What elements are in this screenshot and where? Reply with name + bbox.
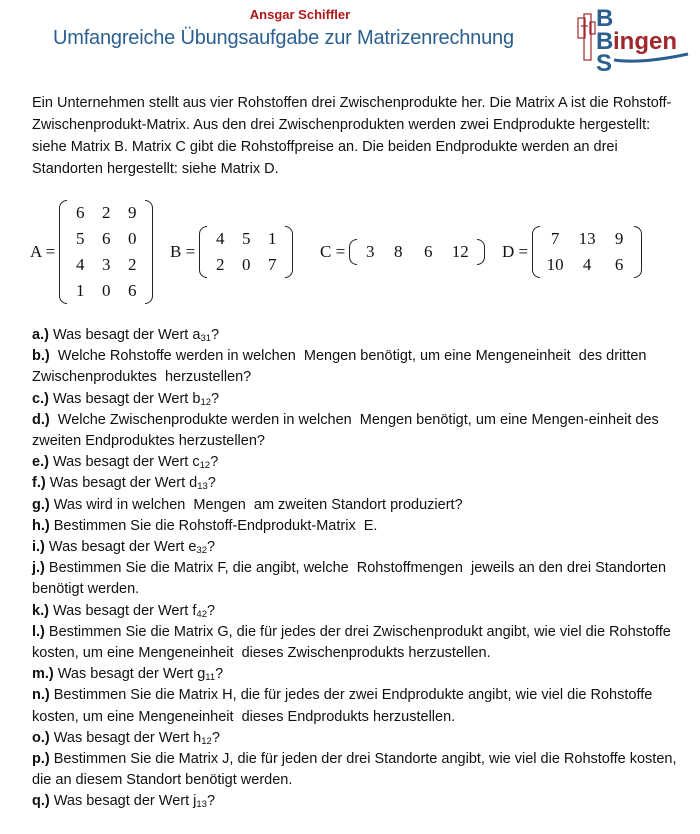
question-label: b.) xyxy=(32,348,50,365)
question-end: ? xyxy=(207,475,216,492)
question-label: k.) xyxy=(32,602,49,619)
question-item xyxy=(32,749,692,791)
question-text: Was besagt der Wert c xyxy=(48,454,200,471)
question-label: h.) xyxy=(32,517,50,534)
wave-icon xyxy=(614,54,688,61)
question-text: Was besagt der Wert f xyxy=(48,602,197,619)
matrix-label: C = xyxy=(320,242,346,261)
matrix-cell: 6 xyxy=(423,242,433,261)
question-label: e.) xyxy=(32,454,49,471)
question-subscript: 31 xyxy=(200,333,212,344)
matrix-cell: 4 xyxy=(582,255,592,274)
question-subscript: 12 xyxy=(200,396,212,408)
logo-letter-b1: B xyxy=(596,5,614,32)
question-text: Was besagt der Wert d xyxy=(45,475,198,492)
matrix-body xyxy=(532,226,642,278)
logo-bingen: B xyxy=(596,28,614,55)
matrix-cell: 0 xyxy=(127,229,137,248)
question-label: c.) xyxy=(32,390,49,407)
question-item xyxy=(32,325,692,346)
question-subscript: 13 xyxy=(197,481,208,493)
matrix-c xyxy=(320,196,485,308)
question-label: n.) xyxy=(32,687,50,704)
question-end: ? xyxy=(210,454,219,471)
question-item xyxy=(32,495,692,516)
matrix-cell: 12 xyxy=(451,242,469,261)
question-list xyxy=(32,325,692,813)
matrix-cell: 7 xyxy=(267,255,277,274)
matrix-cell: 7 xyxy=(550,229,560,248)
question-text: Welche Zwischenprodukte werden in welchen Mengen benötigt, um eine Mengen-einheit des zweiten Endproduktes herzustellen? xyxy=(32,411,663,450)
matrix-body xyxy=(199,226,293,278)
matrix-a xyxy=(30,196,153,308)
question-end: ? xyxy=(211,729,220,746)
matrix-cell: 0 xyxy=(101,281,111,300)
matrix-cell: 0 xyxy=(241,255,251,274)
matrix-label: D = xyxy=(502,242,529,261)
question-text: Was besagt der Wert j xyxy=(49,793,197,810)
question-text: Was besagt der Wert h xyxy=(49,729,202,746)
matrix-b xyxy=(170,196,293,308)
question-text: Bestimmen Sie die Matrix H, die für jedes der zwei Endprodukte angibt, wie viel die Rohstoffe kosten, um eine Mengeneinheit dieses Endprodukts herzustellen. xyxy=(32,687,657,725)
bbs-bingen-logo xyxy=(572,4,692,74)
question-item xyxy=(32,664,692,685)
question-subscript: 13 xyxy=(196,799,207,811)
matrix-cell: 3 xyxy=(365,242,375,261)
question-item xyxy=(32,516,692,537)
question-item xyxy=(32,791,692,812)
question-text: Bestimmen Sie die Rohstoff-Endprodukt-Matrix E. xyxy=(49,517,378,534)
question-subscript: 32 xyxy=(196,545,207,557)
question-end: ? xyxy=(215,666,224,683)
matrix-cell: 6 xyxy=(75,203,85,222)
intro-paragraph: Ein Unternehmen stellt aus vier Rohstoffen drei Zwischenprodukte her. Die Matrix A ist die Rohstoff-Zwischenprodukt-Matrix. Aus den drei Zwischenprodukten werden zwei Endprodukte hergestellt: siehe Matrix B. Matrix C gibt die Rohstoffpreise an. Die beiden Endprodukte werden an drei Standorten hergestellt: siehe Matrix D. xyxy=(32,95,672,177)
matrix-cell: 6 xyxy=(101,229,111,248)
matrix-cell: 2 xyxy=(215,255,225,274)
question-item xyxy=(32,537,692,558)
matrix-cell: 4 xyxy=(215,229,225,248)
question-label: f.) xyxy=(32,475,46,492)
question-item xyxy=(32,389,692,410)
matrix-cell: 5 xyxy=(241,229,251,248)
question-text: Was wird in welchen Mengen am zweiten Standort produziert? xyxy=(49,496,463,513)
question-end: ? xyxy=(206,539,216,556)
matrix-cell: 6 xyxy=(614,255,624,274)
matrix-cell: 2 xyxy=(101,203,111,222)
question-label: l.) xyxy=(32,623,45,640)
question-label: j.) xyxy=(32,560,45,577)
question-label: g.) xyxy=(32,496,50,513)
matrix-cell: 1 xyxy=(75,281,85,300)
matrix-cell: 6 xyxy=(127,281,137,300)
document-title: Umfangreiche Übungsaufgabe zur Matrizenrechnung xyxy=(53,27,514,49)
question-subscript: 12 xyxy=(199,460,211,472)
question-label: p.) xyxy=(32,751,50,768)
question-text: Bestimmen Sie die Matrix G, die für jedes der drei Zwischenprodukt angibt, wie viel die Rohstoffe kosten, um eine Mengeneinheit dieses Zwischenprodukts herzustellen. xyxy=(32,623,675,662)
matrix-cell: 4 xyxy=(75,255,85,274)
matrix-d xyxy=(502,196,642,308)
question-item xyxy=(32,473,692,494)
question-subscript: 42 xyxy=(196,608,207,620)
matrix-cell: 3 xyxy=(101,255,111,274)
matrix-cell: 5 xyxy=(75,229,85,248)
matrix-body xyxy=(349,239,485,265)
question-label: m.) xyxy=(32,666,54,683)
question-item xyxy=(32,410,692,452)
logo-ingen: ingen xyxy=(613,28,677,55)
intro-text xyxy=(32,92,687,180)
matrix-row xyxy=(30,196,670,308)
question-label: o.) xyxy=(32,729,50,746)
question-item xyxy=(32,558,692,600)
question-item xyxy=(32,452,692,473)
author-name: Ansgar Schiffler xyxy=(249,7,351,22)
question-text: Was besagt der Wert a xyxy=(48,327,201,343)
question-item xyxy=(32,728,692,749)
matrix-cell: 1 xyxy=(267,229,277,248)
matrix-label: A = xyxy=(30,242,56,261)
question-text: Was besagt der Wert e xyxy=(44,539,197,556)
question-text: Was besagt der Wert g xyxy=(53,666,206,683)
question-item xyxy=(32,601,692,622)
matrix-cell: 10 xyxy=(546,255,564,274)
question-label: i.) xyxy=(32,539,45,556)
matrix-body xyxy=(59,200,153,304)
question-label: q.) xyxy=(32,793,50,810)
question-text: Bestimmen Sie die Matrix F, die angibt, welche Rohstoffmengen jeweils an den drei Standorten benötigt werden. xyxy=(32,560,671,598)
question-item xyxy=(32,346,692,388)
building-icon xyxy=(578,14,595,60)
matrix-cell: 9 xyxy=(614,229,624,248)
question-text: Welche Rohstoffe werden in welchen Mengen benötigt, um eine Mengeneinheit des dritten Zwischenproduktes herzustellen? xyxy=(32,348,651,386)
logo-letter-s: S xyxy=(596,50,613,74)
question-end: ? xyxy=(206,793,216,810)
question-end: ? xyxy=(211,327,220,343)
matrix-cell: 2 xyxy=(127,255,137,274)
question-label: a.) xyxy=(32,327,49,343)
question-item xyxy=(32,685,692,727)
question-item xyxy=(32,622,692,664)
question-text: Was besagt der Wert b xyxy=(48,390,201,407)
question-subscript: 11 xyxy=(205,672,216,684)
matrix-label: B = xyxy=(170,242,196,261)
matrix-cell: 9 xyxy=(127,203,137,222)
question-end: ? xyxy=(211,390,220,407)
question-subscript: 12 xyxy=(201,735,212,747)
question-end: ? xyxy=(206,602,216,619)
matrix-cell: 8 xyxy=(393,242,403,261)
question-text: Bestimmen Sie die Matrix J, die für jeden der drei Standorte angibt, wie viel die Rohstoffe kosten, die an diesem Standort benötigt werden. xyxy=(32,751,681,789)
matrix-cell: 13 xyxy=(578,229,596,248)
question-label: d.) xyxy=(32,411,50,428)
